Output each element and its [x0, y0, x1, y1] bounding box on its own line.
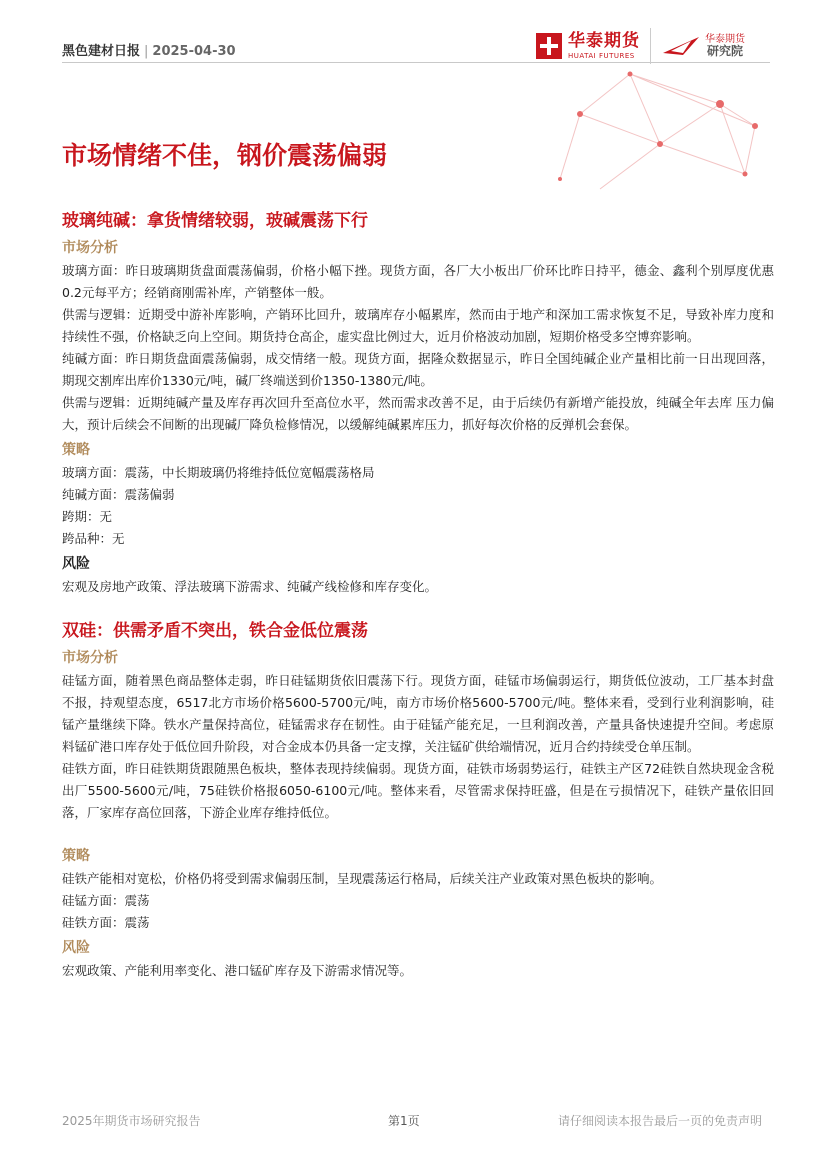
strategy-line: 跨期：无: [62, 509, 113, 524]
institute-name-bottom: 研究院: [706, 43, 743, 58]
analysis-paragraph: 纯碱方面：昨日期货盘面震荡偏弱，成交情绪一般。现货方面，据隆众数据显示，昨日全国纯碱企业产量相比前一日出现回落，期现交割库出库价1330元/吨，碱厂终端送到价1350-1380元/吨。: [62, 351, 774, 388]
huatai-logo-icon: [536, 33, 562, 59]
company-name-en: HUATAI FUTURES: [568, 51, 635, 60]
analysis-paragraph: 供需与逻辑：近期受中游补库影响，产销环比回升，玻璃库存小幅累库，然而由于地产和深加工需求恢复不足，导致补库力度和持续性不强，价格缺乏向上空间。期货持仓高企，虚实盘比例过大，近月价格波动加剧，短期价格受多空博弈影响。: [62, 307, 774, 344]
page-title: 市场情绪不佳，钢价震荡偏弱: [62, 141, 388, 170]
risk-heading: 风险: [62, 940, 90, 956]
section-glass-soda: [62, 208, 774, 598]
analysis-heading: 市场分析: [62, 240, 118, 256]
strategy-line: 硅锰方面：震荡: [62, 893, 150, 908]
report-header: [62, 40, 236, 59]
risk-heading: 风险: [62, 556, 90, 572]
decorative-network-graphic: [500, 64, 780, 194]
section-title: 双硅：供需矛盾不突出，铁合金低位震荡: [62, 621, 368, 641]
report-content: [62, 208, 774, 982]
page-number: 第1页: [388, 1114, 420, 1128]
strategy-heading: 策略: [62, 848, 90, 864]
header-separator: |: [144, 44, 149, 59]
risk-text: 宏观及房地产政策、浮法玻璃下游需求、纯碱产线检修和库存变化。: [62, 579, 438, 594]
risk-text: 宏观政策、产能利用率变化、港口锰矿库存及下游需求情况等。: [62, 963, 413, 978]
analysis-paragraph: 硅铁方面，昨日硅铁期货跟随黑色板块，整体表现持续偏弱。现货方面，硅铁市场弱势运行，硅铁主产区72硅铁自然块现金含税出厂5500-5600元/吨，75硅铁价格报6050-6100元/吨。整体来看，尽管需求保持旺盛，但是在亏损情况下，硅铁产量依旧回落，厂家库存高位回落，下游企业库存维持低位。: [62, 761, 774, 820]
analysis-paragraph: 硅锰方面，随着黑色商品整体走弱，昨日硅锰期货依旧震荡下行。现货方面，硅锰市场偏弱运行，期货低位波动，工厂基本封盘不报，持观望态度，6517北方市场价格5600-5700元/吨，南方市场价格5600-5700元/吨。整体来看，受到行业利润影响，硅锰产量继续下降。铁水产量保持高位，硅锰需求存在韧性。由于硅锰产能充足，一旦利润改善，产量具备快速提升空间。考虑原料锰矿港口库存处于低位回升阶段，对合金成本仍具备一定支撑，关注锰矿供给端情况，近月合约持续受仓单压制。: [62, 673, 774, 754]
strategy-line: 硅铁方面：震荡: [62, 915, 150, 930]
footer-disclaimer-note: 请仔细阅读本报告最后一页的免责声明: [557, 1114, 762, 1128]
institute-logo-icon: [661, 35, 701, 57]
report-name: 黑色建材日报: [62, 44, 141, 59]
strategy-heading: 策略: [62, 442, 90, 458]
section-title: 玻璃纯碱：拿货情绪较弱，玻碱震荡下行: [62, 211, 368, 231]
strategy-line: 玻璃方面：震荡，中长期玻璃仍将维持低位宽幅震荡格局: [62, 465, 375, 480]
company-name-cn: 华泰期货: [568, 30, 640, 51]
analysis-paragraph: 供需与逻辑：近期纯碱产量及库存再次回升至高位水平，然而需求改善不足，由于后续仍有新增产能投放，纯碱全年去库 压力偏大，预计后续会不间断的出现碱厂降负检修情况，以缓解纯碱累库压力，抓好每次价格的反弹机会套保。: [62, 395, 774, 432]
footer-report-label: 2025年期货市场研究报告: [62, 1114, 201, 1128]
institute-name-top: 华泰期货: [705, 33, 745, 45]
report-date: 2025-04-30: [152, 44, 236, 59]
company-logo: [536, 28, 745, 64]
analysis-paragraph: 玻璃方面：昨日玻璃期货盘面震荡偏弱，价格小幅下挫。现货方面，各厂大小板出厂价环比昨日持平，德金、鑫利个别厚度优惠0.2元每平方；经销商刚需补库，产销整体一般。: [62, 263, 774, 300]
strategy-line: 跨品种：无: [62, 531, 125, 546]
analysis-heading: 市场分析: [62, 650, 118, 666]
section-ferroalloy: [62, 618, 774, 982]
strategy-line: 纯碱方面：震荡偏弱: [62, 487, 175, 502]
logo-divider: [650, 28, 651, 64]
strategy-line: 硅铁产能相对宽松，价格仍将受到需求偏弱压制，呈现震荡运行格局，后续关注产业政策对黑色板块的影响。: [62, 871, 663, 886]
